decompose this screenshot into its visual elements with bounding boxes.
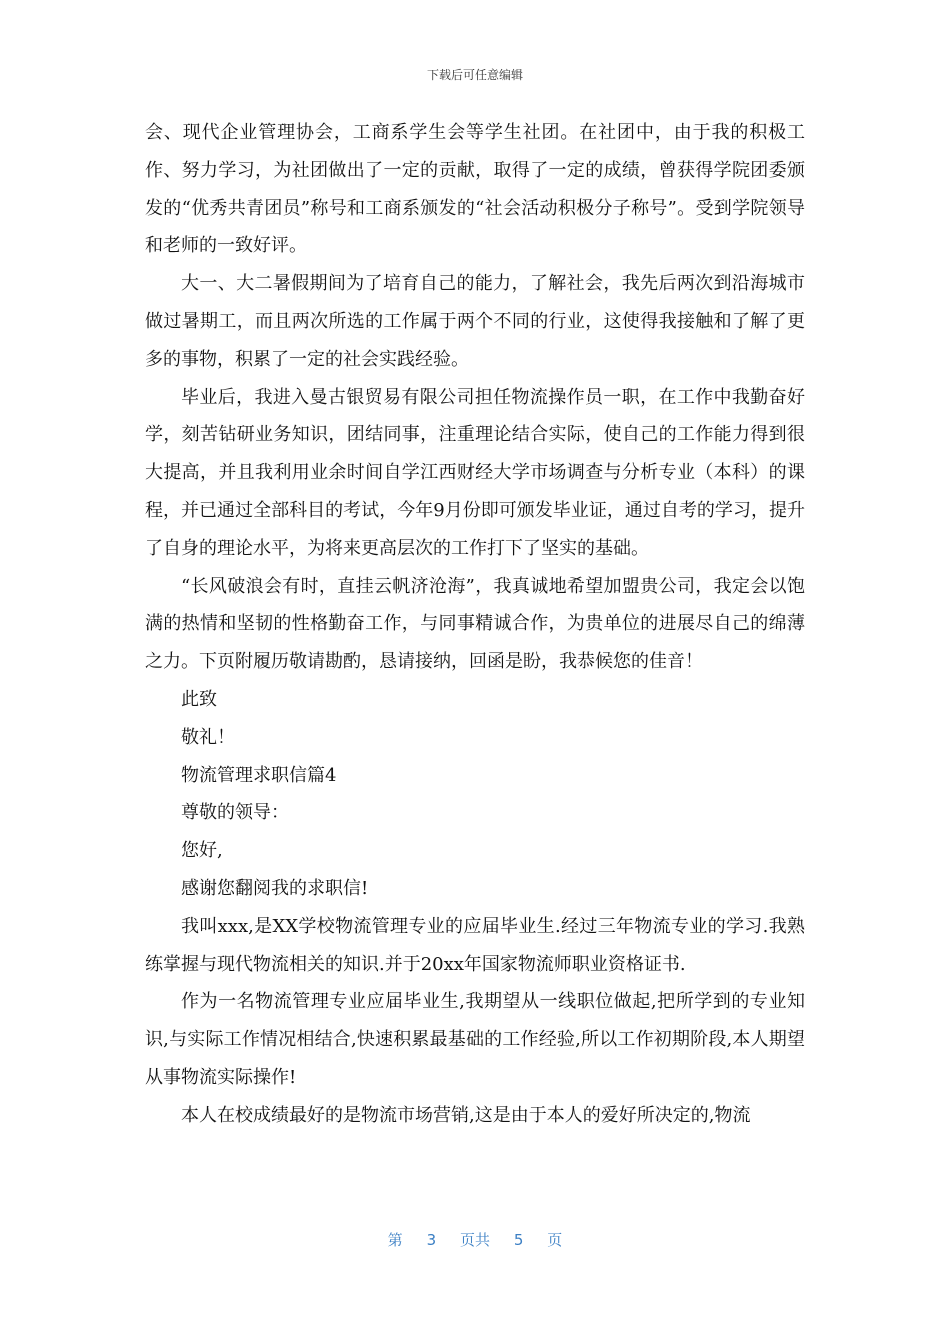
page-header: 下载后可任意编辑 — [426, 68, 523, 82]
section-title: 物流管理求职信篇4 — [181, 764, 337, 786]
paragraph: 大一、大二暑假期间为了培育自己的能力，了解社会，我先后两次到沿海城市做过暑期工，而且两次所选的工作属于两个不同的行业，这使得我接触和了解了更多的事物，积累了一定的社会实践经验。 — [145, 273, 805, 370]
footer-page-number: 3 — [426, 1231, 437, 1249]
paragraph: 作为一名物流管理专业应届毕业生,我期望从一线职位做起,把所学到的专业知识,与实际工作情况相结合,快速积累最基础的工作经验,所以工作初期阶段,本人期望从事物流实际操作! — [145, 991, 805, 1088]
greeting: 您好, — [181, 840, 223, 862]
paragraph: 我叫xxx,是XX学校物流管理专业的应届毕业生.经过三年物流专业的学习.我熟练掌握与现代物流相关的知识.并于20xx年国家物流师职业资格证书. — [145, 915, 805, 975]
footer-prefix: 第 — [387, 1231, 403, 1249]
closing-salute: 敬礼！ — [181, 726, 235, 748]
footer-middle: 页共 — [459, 1231, 490, 1249]
paragraph-continuation: 会、现代企业管理协会，工商系学生会等学生社团。在社团中，由于我的积极工作、努力学习，为社团做出了一定的贡献，取得了一定的成绩，曾获得学院团委颁发的“优秀共青团员”称号和工商系颁发的“社会活动积极分子称号”。受到学院领导和老师的一致好评。 — [145, 122, 805, 257]
footer-total-pages: 5 — [513, 1231, 524, 1249]
thanks-line: 感谢您翻阅我的求职信! — [181, 877, 369, 899]
page-footer — [0, 1229, 950, 1250]
paragraph: 毕业后，我进入曼古银贸易有限公司担任物流操作员一职，在工作中我勤奋好学，刻苦钻研业务知识，团结同事，注重理论结合实际，使自己的工作能力得到很大提高，并且我利用业余时间自学江西财经大学市场调查与分析专业（本科）的课程，并已通过全部科目的考试，今年9月份即可颁发毕业证，通过自考的学习，提升了自身的理论水平，为将来更高层次的工作打下了坚实的基础。 — [145, 386, 805, 559]
closing-line: 此致 — [181, 688, 217, 710]
paragraph: “长风破浪会有时，直挂云帆济沧海”，我真诚地希望加盟贵公司，我定会以饱满的热情和坚韧的性格勤奋工作，与同事精诚合作，为贵单位的进展尽自己的绵薄之力。下页附履历敬请勘酌，恳请接纳，回函是盼，我恭候您的佳音！ — [145, 575, 805, 673]
paragraph: 本人在校成绩最好的是物流市场营销,这是由于本人的爱好所决定的,物流 — [181, 1104, 751, 1126]
document-body — [145, 114, 805, 1135]
salutation: 尊敬的领导： — [181, 802, 289, 824]
footer-suffix: 页 — [547, 1231, 563, 1249]
